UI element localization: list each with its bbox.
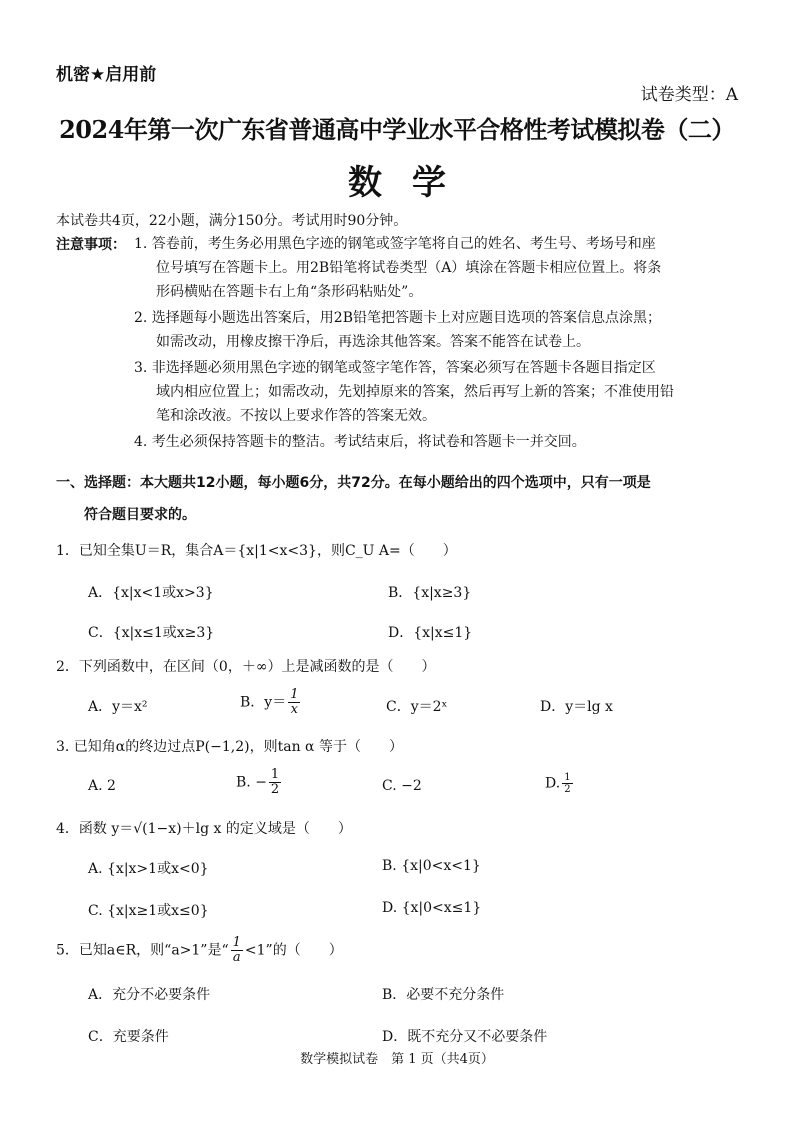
question-1-stem: 1．已知全集U＝R，集合A＝{x|1<x<3}，则C_U A=（ ） [56,543,457,559]
q1-option-a: A．{x|x<1或x>3} [88,585,214,601]
notice-line: 域内相应位置上；如需改动，先划掉原来的答案，然后再写上新的答案；不准使用铅 [156,384,674,400]
notice-line: 笔和涂改液。不按以上要求作答的答案无效。 [156,408,436,424]
notice-line: 如需改动，用橡皮擦干净后，再选涂其他答案。答案不能答在试卷上。 [156,334,590,350]
confidential-mark: 机密★启用前 [56,65,157,85]
q2-option-d: D．y＝lg x [540,699,613,715]
notice-line: 3. 非选择题必须用黑色字迹的钢笔或签字笔作答，答案必须写在答题卡各题目指定区 [134,360,656,376]
q4-option-c: C. {x|x≥1或x≤0} [88,903,209,919]
fraction-numerator: 1 [290,687,299,702]
notice-line: 4. 考生必须保持答题卡的整洁。考试结束后，将试卷和答题卡一并交回。 [134,434,586,450]
q3-option-d [545,772,575,795]
subject-title: 数学 [348,163,476,203]
fraction-denominator: x [290,702,299,717]
q3-option-d-prefix: D. [545,775,561,792]
notice-line: 1. 答卷前，考生务必用黑色字迹的钢笔或签字笔将自己的姓名、考生号、考场号和座 [134,236,656,252]
intro-text: 本试卷共4页，22小题，满分150分。考试用时90分钟。 [56,213,408,229]
q4-option-d: D. {x|0<x≤1} [382,900,482,916]
q5-stem-prefix: 5．已知a∈R，则“a>1”是“ [56,942,229,959]
q5-option-a: A．充分不必要条件 [88,987,211,1003]
q1-option-c: C．{x|x≤1或x≥3} [88,625,215,641]
q5-option-c: C．充要条件 [88,1029,169,1045]
notice-line: 2. 选择题每小题选出答案后，用2B铅笔把答题卡上对应题目选项的答案信息点涂黑； [134,310,662,326]
q5-stem-fraction [231,936,243,965]
q2-option-a: A．y＝x² [88,699,148,715]
q4-option-a: A. {x|x>1或x<0} [88,861,209,877]
q3-option-b-fraction [269,768,281,797]
q1-option-b: B．{x|x≥3} [388,585,472,601]
q3-option-d-fraction [562,772,572,795]
q2-option-b-fraction [288,688,300,717]
q3-option-b [236,768,283,797]
fraction-numerator: 1 [564,772,571,783]
q1-option-d: D．{x|x≤1} [388,625,473,641]
notice-line: 位号填写在答题卡上。用2B铅笔将试卷类型（A）填涂在答题卡相应位置上。将条 [156,260,662,276]
notice-label: 注意事项： [56,237,126,253]
q3-option-a: A. 2 [88,778,116,794]
fraction-denominator: 2 [564,784,571,795]
q3-option-b-prefix: B. − [236,774,267,791]
fraction-denominator: 2 [270,782,280,797]
q5-stem-suffix: <1”的（ ） [244,942,343,959]
q5-option-b: B．必要不充分条件 [382,987,505,1003]
q5-option-d: D．既不充分又不必要条件 [382,1029,548,1045]
paper-type: 试卷类型：A [640,85,738,105]
q2-option-b [240,688,302,717]
q2-option-b-prefix: B．y＝ [240,694,287,711]
fraction-denominator: a [232,950,241,965]
question-2-stem: 2．下列函数中，在区间（0，＋∞）上是减函数的是（ ） [56,659,436,675]
question-5-stem [56,936,343,965]
fraction-numerator: 1 [232,935,241,950]
notice-line: 形码横贴在答题卡右上角“条形码粘贴处”。 [156,284,423,300]
section-heading: 一、选择题：本大题共12小题，每小题6分，共72分。在每小题给出的四个选项中，只有一项是 [56,475,651,491]
fraction-numerator: 1 [270,767,280,782]
q4-option-b: B. {x|0<x<1} [382,858,481,874]
question-4-stem: 4．函数 y＝√(1−x)＋lg x 的定义域是（ ） [56,821,352,837]
q2-option-c: C．y＝2ˣ [386,699,448,715]
page-footer: 数学模拟试卷 第 1 页（共4页） [300,1052,494,1067]
section-heading-cont: 符合题目要求的。 [84,507,196,523]
exam-title: 2024年第一次广东省普通高中学业水平合格性考试模拟卷（二） [59,115,735,144]
question-3-stem: 3. 已知角α的终边过点P(−1,2)，则tan α 等于（ ） [56,739,403,755]
q3-option-c: C. −2 [382,778,422,794]
